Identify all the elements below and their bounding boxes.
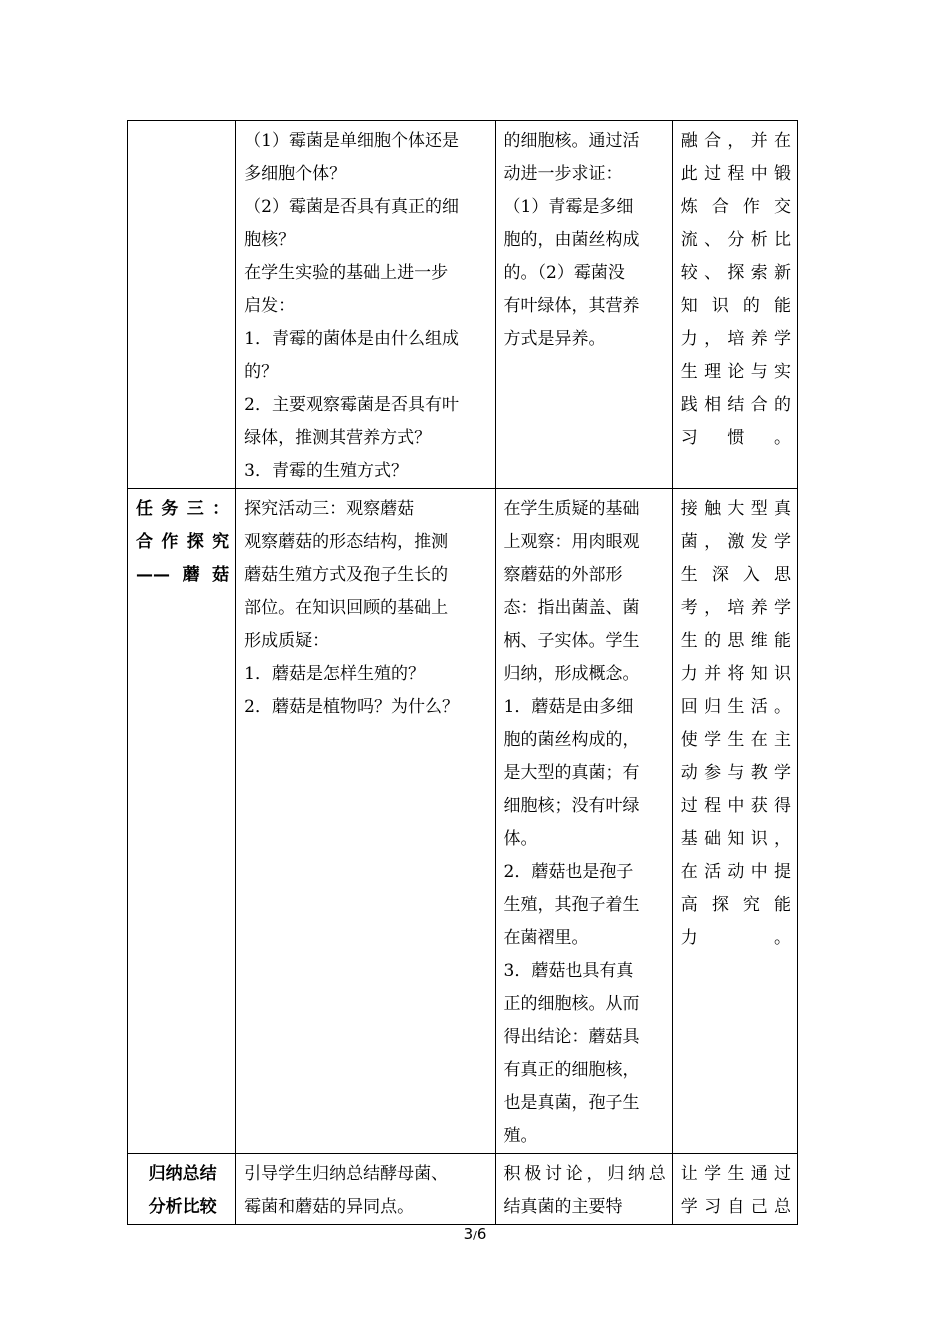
cell-text-line: 霉菌和蘑菇的异同点。 [244,1197,415,1217]
cell-text-line: 得出结论：蘑菇具 [503,1027,640,1047]
cell-text-line: 正的细胞核。从而 [503,994,640,1014]
cell-text-line: 绿体，推测其营养方式？ [244,428,432,448]
design-intent-cell [672,489,797,1154]
cell-text-line: 胞的，由菌丝构成 [503,230,640,250]
cell-text-line: 上观察：用肉眼观 [503,532,640,552]
design-intent-cell [672,121,797,489]
cell-text-line: 践相结合的 [680,395,791,415]
cell-text-line: 2．蘑菇是植物吗？为什么？ [244,697,459,717]
cell-text-line: 过程中获得 [680,796,791,816]
teacher-activity-cell [236,489,495,1154]
cell-text-line: 多细胞个体？ [244,164,347,184]
cell-text-line: 接触大型真 [680,499,791,519]
design-intent-cell [672,1154,797,1225]
cell-text-line: 使学生在主 [680,730,791,750]
cell-text-line: 习惯。 [680,428,791,448]
cell-text-line: 生理论与实 [680,362,791,382]
cell-text-line: 融合，并在 [680,131,791,151]
cell-text-line: 知识的能 [680,296,791,316]
student-activity-cell [495,121,672,489]
cell-text-line: 观察蘑菇的形态结构，推测 [244,532,449,552]
cell-text-line: 炼合作交 [680,197,791,217]
table-row [128,489,798,1154]
cell-text-line: 2．蘑菇也是孢子 [503,862,634,882]
total-pages: 6 [476,1225,487,1243]
cell-text-line: 力，培养学 [680,329,791,349]
cell-text-line: 柄、子实体。学生 [503,631,640,651]
cell-text-line: 回归生活。 [680,697,791,717]
cell-text-line: 菌，激发学 [680,532,791,552]
cell-text-line: 细胞核；没有叶绿 [503,796,640,816]
cell-text-line: 生殖，其孢子着生 [503,895,640,915]
cell-text-line: 引导学生归纳总结酵母菌、 [244,1164,449,1184]
table-row [128,121,798,489]
stage-cell [128,1154,236,1225]
cell-text-line: 基础知识， [680,829,791,849]
cell-text-line: 在活动中提 [680,862,791,882]
cell-text-line: 有叶绿体，其营养 [503,296,640,316]
cell-text-line: 的？ [244,362,279,382]
cell-text-line: 分析比较 [148,1197,217,1217]
cell-text-line: 察蘑菇的外部形 [503,565,623,585]
cell-text-line: 流、分析比 [680,230,791,250]
cell-text-line: 生深入思 [680,565,791,585]
cell-text-line: 3．蘑菇也具有真 [503,961,634,981]
cell-text-line: 归纳总结 [148,1164,217,1184]
cell-text-line: 较、探索新 [680,263,791,283]
table-row [128,1154,798,1225]
cell-text-line: 让学生通过 [680,1164,791,1184]
cell-text-line: 殖。 [503,1126,538,1146]
cell-text-line: 动进一步求证： [503,164,623,184]
cell-text-line: 方式是异养。 [503,329,606,349]
cell-text-line: 蘑菇生殖方式及孢子生长的 [244,565,449,585]
cell-text-line: 胞的菌丝构成的， [503,730,640,750]
cell-text-line: 1．青霉的菌体是由什么组成 [244,329,459,349]
cell-text-line: 在学生实验的基础上进一步 [244,263,449,283]
cell-text-line: 1．蘑菇是由多细 [503,697,634,717]
cell-text-line: 生的思维能 [680,631,791,651]
cell-text-line: 形成质疑： [244,631,330,651]
cell-text-line: 在菌褶里。 [503,928,589,948]
cell-text-line: ——蘑菇 [136,565,230,585]
cell-text-line: 探究活动三：观察蘑菇 [244,499,415,519]
cell-text-line: 1．蘑菇是怎样生殖的？ [244,664,425,684]
cell-text-line: 合作探究 [136,532,230,552]
cell-text-line: 部位。在知识回顾的基础上 [244,598,449,618]
cell-text-line: （1）青霉是多细 [503,197,634,217]
student-activity-cell [495,1154,672,1225]
cell-text-line: 归纳，形成概念。 [503,664,640,684]
cell-text-line: 是大型的真菌；有 [503,763,640,783]
student-activity-cell [495,489,672,1154]
lesson-plan-table [127,120,798,1225]
cell-text-line: 学习自己总 [680,1197,791,1217]
cell-text-line: 也是真菌，孢子生 [503,1093,640,1113]
cell-text-line: 此过程中锻 [680,164,791,184]
cell-text-line: （1）霉菌是单细胞个体还是 [244,131,459,151]
cell-text-line: 力。 [680,928,791,948]
cell-text-line: 任务三： [136,499,230,519]
stage-cell [128,489,236,1154]
cell-text-line: 的。（2）霉菌没 [503,263,625,283]
cell-text-line: 态：指出菌盖、菌 [503,598,640,618]
cell-text-line: 在学生质疑的基础 [503,499,640,519]
page-number: 3/6 [463,1225,487,1243]
cell-text-line: 考，培养学 [680,598,791,618]
cell-text-line: 有真正的细胞核， [503,1060,640,1080]
current-page: 3 [463,1225,474,1243]
cell-text-line: 3．青霉的生殖方式？ [244,461,408,481]
cell-text-line: 胞核？ [244,230,296,250]
cell-text-line: 的细胞核。通过活 [503,131,640,151]
cell-text-line: 2．主要观察霉菌是否具有叶 [244,395,459,415]
stage-cell [128,121,236,489]
cell-text-line: 高探究能 [680,895,791,915]
cell-text-line: （2）霉菌是否具有真正的细 [244,197,459,217]
cell-text-line: 力并将知识 [680,664,791,684]
teacher-activity-cell [236,121,495,489]
cell-text-line: 体。 [503,829,538,849]
cell-text-line: 动参与教学 [680,763,791,783]
cell-text-line: 积极讨论，归纳总 [503,1164,666,1184]
cell-text-line: 结真菌的主要特 [503,1197,623,1217]
cell-text-line: 启发： [244,296,296,316]
teacher-activity-cell [236,1154,495,1225]
